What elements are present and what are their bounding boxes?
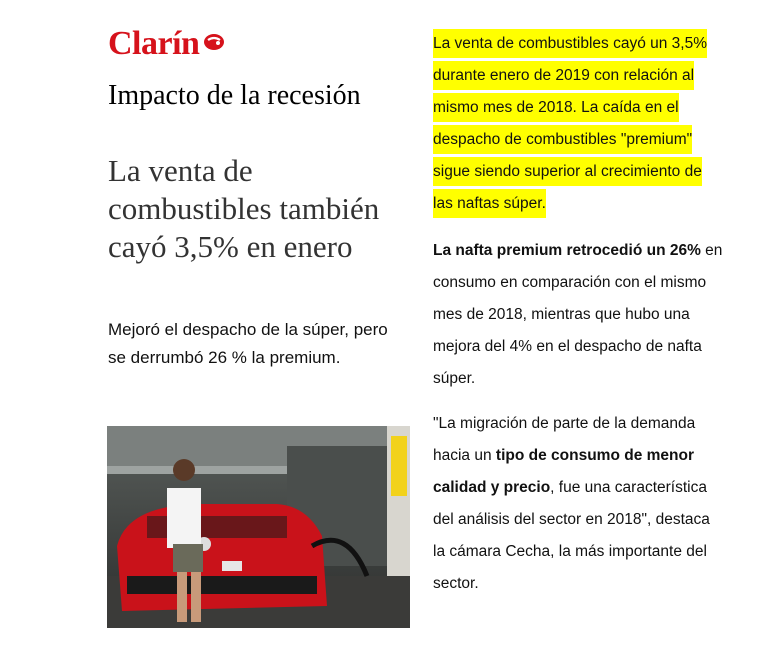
clarin-logo[interactable] — [108, 26, 226, 62]
paragraph-highlighted — [433, 28, 723, 220]
brand-name: Clarín — [108, 25, 200, 62]
article-headline: La venta de combustibles también cayó 3,5% en enero — [108, 153, 380, 264]
paragraph-3 — [433, 408, 723, 600]
paragraph-2-rest: en consumo en comparación con el mismo mes de 2018, mientras que hubo una mejora del 4% en el despacho de nafta súper. — [433, 242, 723, 387]
article-kicker: Impacto de la recesión — [108, 80, 361, 111]
paragraph-3-bold: tipo de consumo de menor calidad y precio — [433, 447, 694, 496]
paragraph-2-bold: La nafta premium retrocedió un 26% — [433, 242, 701, 259]
paragraph-3-start: "La migración de parte de la demanda hacia un — [433, 415, 696, 464]
clarin-mark-icon — [202, 24, 226, 60]
article-photo — [107, 426, 410, 628]
paragraph-1-text: La venta de combustibles cayó un 3,5% durante enero de 2019 con relación al mismo mes de 2018. La caída en el despacho de combustibles "premium" sigue siendo superior al crecimiento de las naftas súper. — [433, 29, 707, 218]
paragraph-2 — [433, 235, 723, 395]
paragraph-3-end: , fue una característica del análisis del sector en 2018", destaca la cámara Cecha, la más importante del sector. — [433, 479, 710, 592]
article-subhead: Mejoró el despacho de la súper, pero se derrumbó 26 % la premium. — [108, 320, 388, 367]
